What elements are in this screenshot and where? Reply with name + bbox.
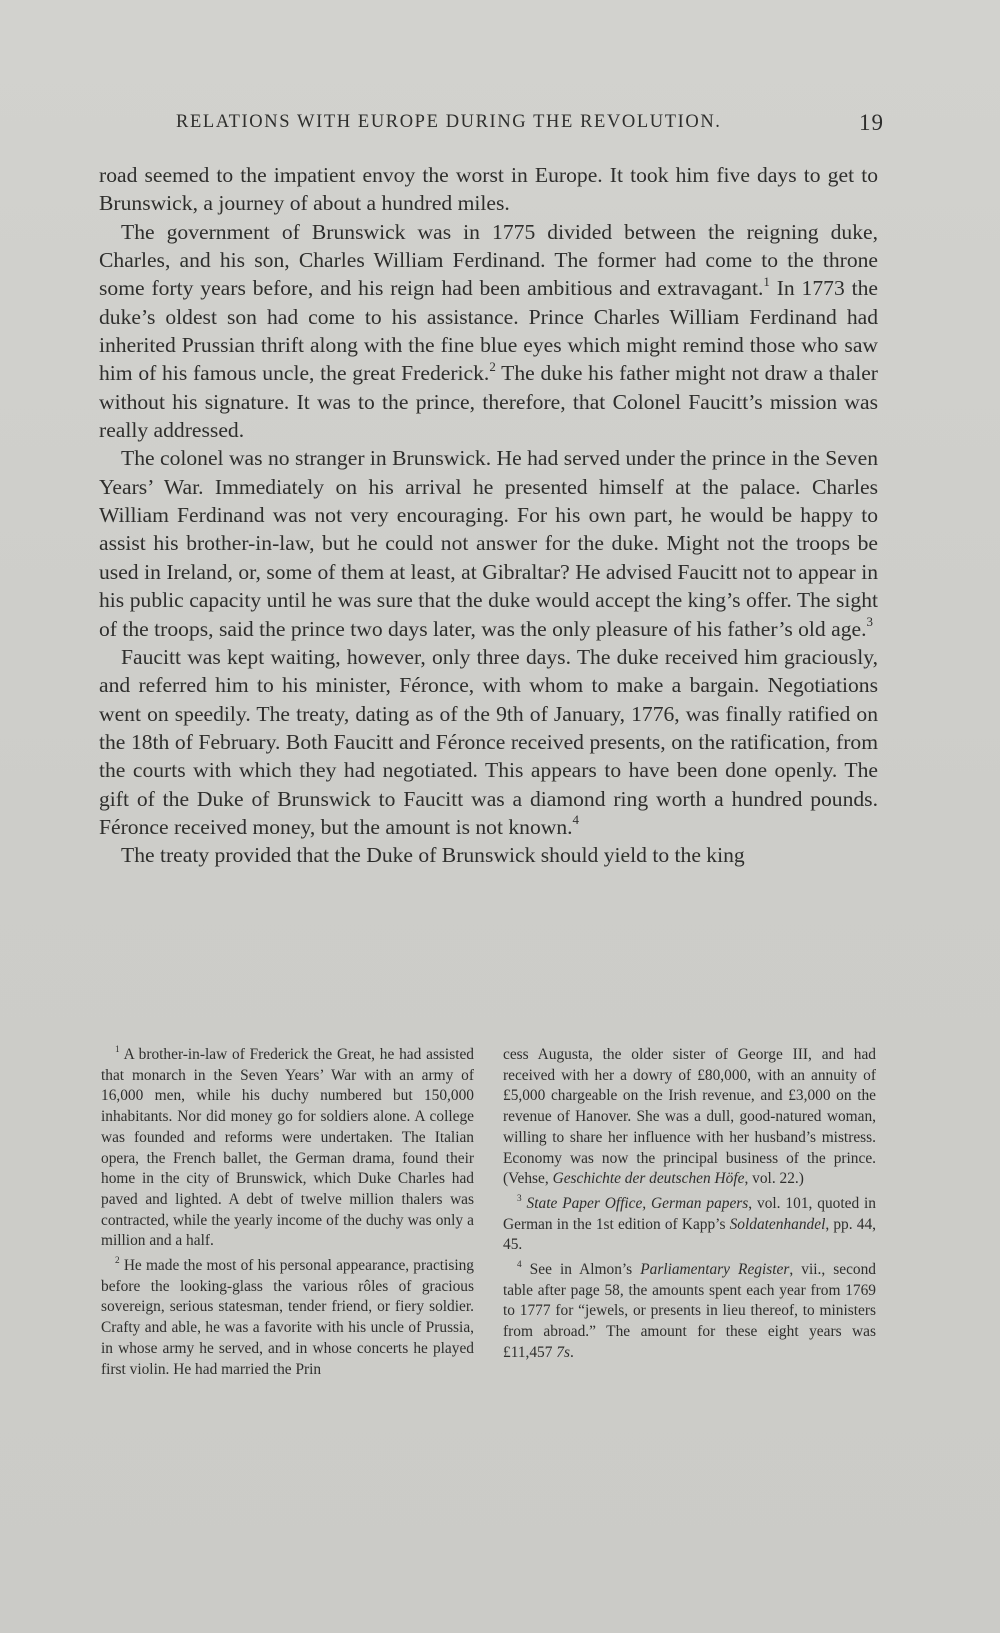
paragraph <box>99 161 878 218</box>
footnote-text: A brother-in-law of Frederick the Great, he had assisted that monarch in the Seven Years’ War with an army of 16,000 men, while his duchy numbered but 150,000 inhabitants. Nor did money go for soldiers alone. A college was founded and reforms were undertaken. The Italian opera, the French ballet, the German drama, found their home in the city of Brunswick, which Duke Charles had paved and lighted. A debt of twelve million thalers was contracted, while the yearly income of the duchy was only a million and a half. <box>101 1046 474 1250</box>
paragraph-text: road seemed to the impatient envoy the worst in Europe. It took him five days to get to Brunswick, a journey of about a hundred miles. <box>99 163 878 216</box>
footnote-ref: 1 <box>763 273 770 289</box>
page-number: 19 <box>859 110 884 135</box>
paragraph-text: The duke his father might not draw a thaler without his signature. It was to the prince, therefore, that Colonel Faucitt’s mission was really addressed. <box>99 361 878 443</box>
footnote-column-right <box>503 1045 876 1368</box>
footnote-mark: 2 <box>115 1254 120 1265</box>
footnote-title: State Paper Office, German papers <box>526 1194 749 1212</box>
footnote-title: Soldatenhandel <box>729 1215 826 1233</box>
footnote-text: cess Augusta, the older sister of George III, and had received with her a dowry of £80,000, with an annuity of £5,000 chargeable on the Irish revenue, and £3,000 on the revenue of Hanover. She was a dull, good-natured woman, willing to share her influence with her husband’s mistress. Economy was now the principal business of the prince. (Vehse, <box>503 1046 876 1188</box>
footnote-title: Geschichte der deutschen Höfe <box>552 1170 745 1188</box>
running-header <box>176 112 884 142</box>
paragraph-text: The treaty provided that the Duke of Brunswick should yield to the king <box>121 843 745 868</box>
footnote-mark: 3 <box>517 1192 522 1203</box>
footnote-ref: 2 <box>489 358 496 374</box>
paragraph-text: The government of Brunswick was in 1775 divided between the reigning duke, Charles, and his son, Charles William Ferdinand. The former had come to the throne some forty years before, and his reign had been ambitious and extravagant. <box>99 219 878 301</box>
running-title: RELATIONS WITH EUROPE DURING THE REVOLUTION. <box>176 112 722 132</box>
footnote-text: , vol. 101, quoted in German in the 1st edition of Kapp’s <box>503 1194 877 1233</box>
footnote-column-left <box>101 1045 474 1384</box>
paragraph-text: Faucitt was kept waiting, however, only three days. The duke received him graciously, and referred him to his minister, Féronce, with whom to make a bargain. Negotiations went on speedily. The treaty, dating as of the 9th of January, 1776, was finally ratified on the 18th of February. Both Faucitt and Féronce received presents, on the ratification, from the courts with which they had negotiated. This appears to have been done openly. The gift of the Duke of Brunswick to Faucitt was a diamond ring worth a hundred pounds. Féronce received money, but the amount is not known. <box>99 644 878 839</box>
paragraph <box>99 444 878 642</box>
footnote-text: . <box>569 1343 574 1361</box>
paragraph <box>99 841 878 869</box>
footnote-2 <box>101 1256 474 1380</box>
footnote-4 <box>503 1260 876 1364</box>
footnote-abbrev: 7s <box>556 1343 570 1361</box>
footnote-text: , vii., second table after page 58, the amounts spent each year from 1769 to 1777 for “jewels, or presents in lieu thereof, to ministers from abroad.” The amount for these eight years was £11,457 <box>503 1261 876 1361</box>
footnote-title: Parliamentary Register <box>640 1261 790 1279</box>
footnotes <box>101 1045 877 1445</box>
paragraph <box>99 643 878 841</box>
footnote-mark: 4 <box>517 1258 522 1269</box>
footnote-text: See in Almon’s <box>521 1261 641 1279</box>
footnote-ref: 4 <box>572 812 580 828</box>
footnote-text: , vol. 22.) <box>744 1170 804 1188</box>
paragraph-text: The colonel was no stranger in Brunswick. He had served under the prince in the Seven Years’ War. Immediately on his arrival he presented himself at the palace. Charles William Ferdinand was not very encouraging. For his own part, he would be happy to assist his brother-in-law, but he could not answer for the duke. Might not the troops be used in Ireland, or, some of them at least, at Gibraltar? He advised Faucitt not to appear in his public capacity until he was sure that the duke would accept the king’s offer. The sight of the troops, said the prince two days later, was the only pleasure of his father’s old age. <box>99 446 878 641</box>
footnote-2-continued <box>503 1045 876 1190</box>
main-text <box>99 161 878 870</box>
footnote-3 <box>503 1194 876 1256</box>
paragraph <box>99 218 878 445</box>
footnote-text: He made the most of his personal appearance, practising before the looking-glass the various rôles of gracious sovereign, serious statesman, tender friend, or fiery soldier. Crafty and able, he was a favorite with his uncle of Prussia, in whose army he served, and in whose concerts he played first violin. He had married the Prin <box>101 1257 474 1378</box>
footnote-ref: 3 <box>866 614 873 630</box>
paragraph-text: In 1773 the duke’s oldest son had come to his assistance. Prince Charles William Ferdinand had inherited Prussian thrift along with the fine blue eyes which might remind those who saw him of his famous uncle, the great Frederick. <box>99 276 878 386</box>
footnote-1 <box>101 1045 474 1252</box>
footnote-mark: 1 <box>115 1043 120 1054</box>
footnote-text: , pp. 44, 45. <box>503 1215 876 1254</box>
